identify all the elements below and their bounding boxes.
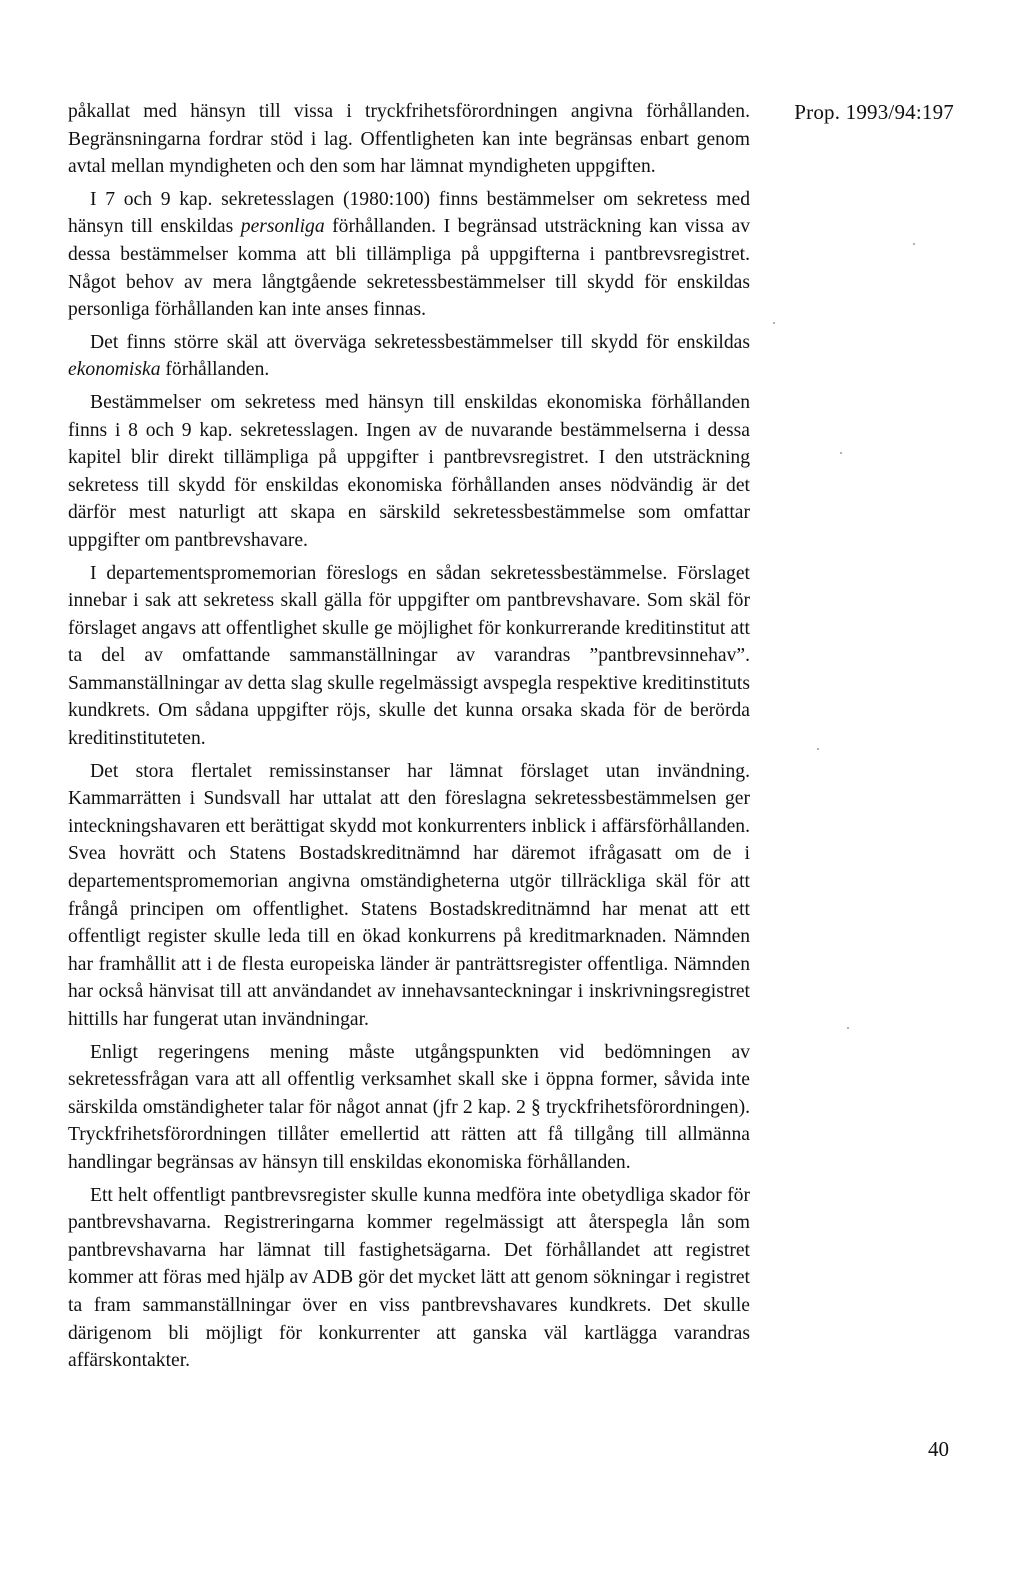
paragraph-5: I departementspromemorian föreslogs en sådan sekretessbestämmelse. Förslaget innebar i sak att sekretess skall gälla för uppgifter om pantbrevshavare. Som skäl för förslaget angavs att offentlighet skulle ge möjlighet för konkurrerande kreditinstitut att ta del av omfattande sammanställningar av varandras ”pantbrevsinnehav”. Sammanställningar av detta slag skulle regelmässigt avspegla respektive kreditinstituts kundkrets. Om sådana uppgifter röjs, skulle det kunna orsaka skada för de berörda kreditinstituteten.	[68, 562, 750, 750]
scan-speck	[913, 243, 915, 245]
scan-speck	[773, 322, 775, 324]
paragraph-6: Det stora flertalet remissinstanser har lämnat förslaget utan invändning. Kammarrätten i Sundsvall har uttalat att den föreslagna sekretessbestämmelsen ger inteckningshavaren ett berättigat skydd mot konkurrenters inblick i affärsförhållanden. Svea hovrätt och Statens Bostadskreditnämnd har däremot ifrågasatt om de i departementspromemorian angivna omständigheterna utgör tillräckliga skäl för att frångå principen om offentlighet. Statens Bostadskreditnämnd har menat att ett offentligt register skulle leda till en ökad konkurrens på kreditmarknaden. Nämnden har framhållit att i de flesta europeiska länder är panträttsregister offentliga. Nämnden har också hänvisat till att användandet av innehavsanteckningar i inskrivningsregistret hittills har fungerat utan invändningar.	[68, 760, 750, 1030]
paragraph-8: Ett helt offentligt pantbrevsregister skulle kunna medföra inte obetydliga skador för pantbrevshavarna. Registreringarna kommer regelmässigt att återspegla lån som pantbrevshavarna har lämnat till fastighetsägarna. Det förhållandet att registret kommer att föras med hjälp av ADB gör det mycket lätt att genom sökningar i registret ta fram sammanställningar över en viss pantbrevshavares kundkrets. Det skulle därigenom bli möjligt för konkurrenter att ganska väl kartlägga varandras affärskontakter.	[68, 1184, 750, 1372]
scan-speck	[847, 1027, 849, 1029]
scan-speck	[817, 748, 819, 750]
paragraph-2-text-after: förhållanden. I begränsad utsträckning kan vissa av dessa bestämmelser komma att bli tillämpliga på uppgifterna i pantbrevsregistret. Något behov av mera långtgående sekretessbestämmelser till skydd för enskildas personliga förhållanden kan inte anses finnas.	[68, 216, 751, 321]
body-text	[68, 98, 750, 1380]
paragraph-3-text-before: Det finns större skäl att överväga sekretessbestämmelser till skydd för enskildas	[90, 331, 750, 353]
paragraph-3-emphasis: ekonomiska	[68, 359, 161, 381]
page-number: 40	[928, 1437, 949, 1461]
document-reference: Prop. 1993/94:197	[794, 100, 954, 124]
paragraph-3-text-after: förhållanden.	[160, 359, 270, 381]
paragraph-2-emphasis: personliga	[240, 216, 325, 238]
paragraph-4: Bestämmelser om sekretess med hänsyn till enskildas ekonomiska förhållanden finns i 8 och 9 kap. sekretesslagen. Ingen av de nuvarande bestämmelserna i dessa kapitel blir direkt tillämpliga på uppgifter i pantbrevsregistret. I den utsträckning sekretess till skydd för enskildas ekonomiska förhållanden anses nödvändig är det därför mest naturligt att skapa en särskild sekretessbestämmelse som omfattar uppgifter om pantbrevshavare.	[68, 391, 750, 551]
paragraph-3	[68, 329, 750, 384]
paragraph-1: påkallat med hänsyn till vissa i tryckfrihetsförordningen angivna förhållanden. Begränsningarna fordrar stöd i lag. Offentligheten kan inte begränsas enbart genom avtal mellan myndigheten och den som har lämnat myndigheten uppgiften.	[68, 101, 750, 178]
scan-speck	[840, 452, 842, 454]
paragraph-2	[68, 186, 750, 324]
paragraph-7: Enligt regeringens mening måste utgångspunkten vid bedömningen av sekretessfrågan vara att all offentlig verksamhet skall ske i öppna former, såvida inte särskilda omständigheter talar för något annat (jfr 2 kap. 2 § tryckfrihetsförordningen). Tryckfrihetsförordningen tillåter emellertid att rätten att få tillgång till allmänna handlingar begränsas av hänsyn till enskildas ekonomiska förhållanden.	[68, 1041, 750, 1173]
paragraph-2-text-before: I 7 och 9 kap. sekretesslagen (1980:100) finns bestämmelser om sekretess med hänsyn till enskildas	[68, 188, 750, 238]
